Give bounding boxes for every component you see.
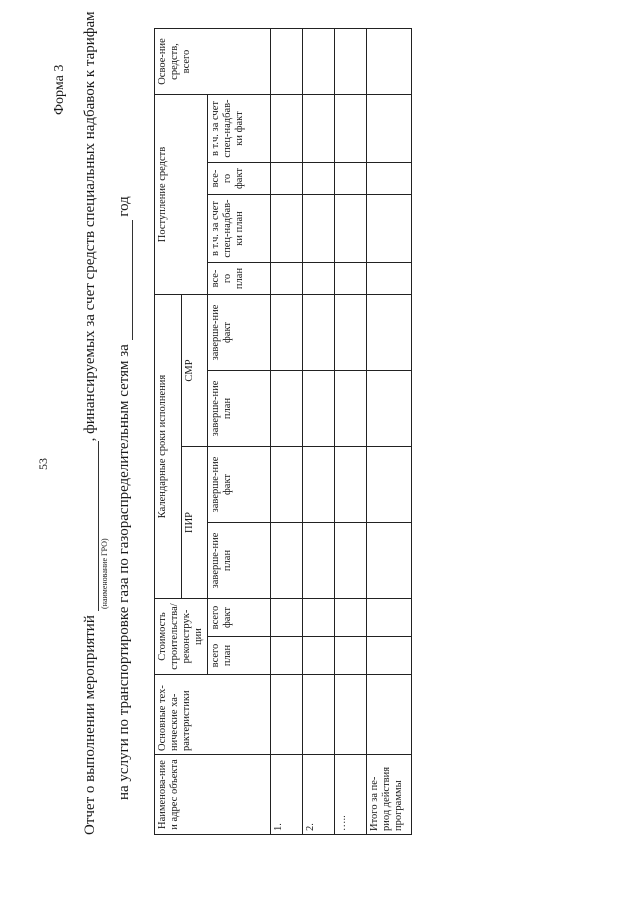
header-smr: СМР (181, 295, 208, 447)
gro-name-caption: (наименование ГРО) (100, 538, 109, 609)
title-line2-after: год (116, 196, 132, 217)
table-row (335, 29, 367, 835)
header-row-1 (155, 29, 182, 835)
header-calendar-dates: Календарные сроки исполнения (155, 295, 182, 599)
header-cost-plan: всего план (208, 637, 271, 675)
table-row-total (367, 29, 412, 835)
row-label-total: Итого за пе-риод действия программы (367, 755, 412, 835)
header-cost: Стоимость строительства/ реконструк-ции (155, 599, 208, 675)
report-title-line2 (116, 196, 133, 800)
title-line1-before: Отчет о выполнении мероприятий (82, 615, 98, 835)
header-income-total-plan: все-го план (208, 263, 271, 295)
header-income: Поступление средств (155, 95, 208, 295)
header-smr-done-plan: заверше-ние план (208, 371, 271, 447)
header-tech-characteristics: Основные тех-нические ха-рактеристики (155, 675, 271, 755)
header-spent-total: Освое-ние средств, всего (155, 29, 271, 95)
gro-name-blank (84, 441, 99, 611)
report-table (154, 28, 412, 835)
year-blank (118, 220, 133, 340)
row-label: 2. (303, 755, 335, 835)
table-row (303, 29, 335, 835)
header-pir-done-fact: заверше-ние факт (208, 447, 271, 523)
header-cost-fact: всего факт (208, 599, 271, 637)
row-label: ….. (335, 755, 367, 835)
report-title-line1 (82, 11, 99, 835)
row-label: 1. (271, 755, 303, 835)
title-line1-after: , финансируемых за счет средств специальных надбавок к тарифам (82, 11, 98, 442)
page-number: 53 (36, 458, 50, 470)
header-income-special-fact: в т.ч. за счет спец-надбав-ки факт (208, 95, 271, 163)
form-label: Форма 3 (52, 64, 67, 115)
header-pir: ПИР (181, 447, 208, 599)
header-smr-done-fact: заверше-ние факт (208, 295, 271, 371)
title-line2-before: на услуги по транспортировке газа по газораспределительным сетям за (116, 344, 132, 800)
header-pir-done-plan: заверше-ние план (208, 523, 271, 599)
header-income-special-plan: в т.ч. за счет спец-надбав-ки план (208, 195, 271, 263)
header-object-name: Наименова-ние и адрес объекта (155, 755, 271, 835)
table-row (271, 29, 303, 835)
header-income-total-fact: все-го факт (208, 163, 271, 195)
